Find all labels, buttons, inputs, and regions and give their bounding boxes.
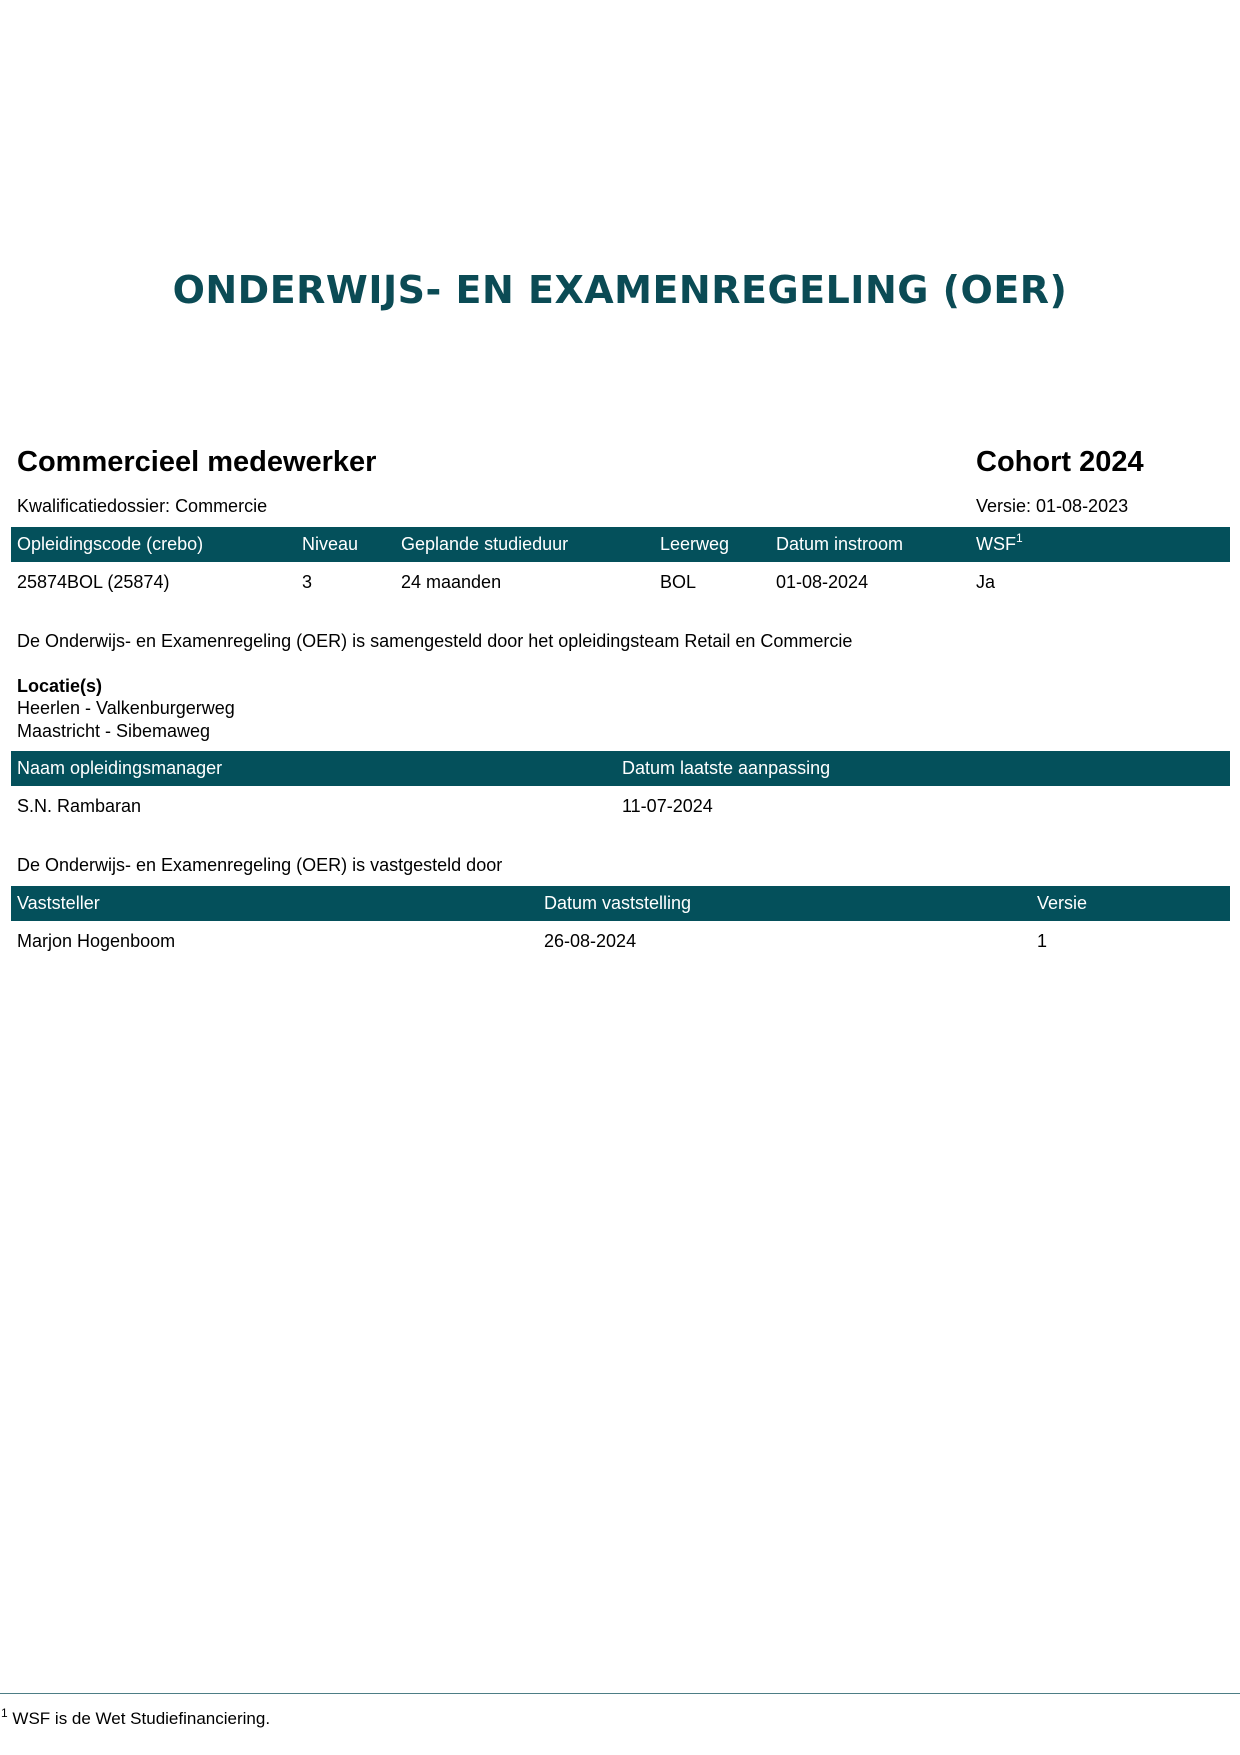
- page-title: ONDERWIJS- EN EXAMENREGELING (OER): [172, 268, 1068, 312]
- location-item: Heerlen - Valkenburgerweg: [17, 698, 235, 718]
- header-studieduur: Geplande studieduur: [401, 534, 569, 554]
- table-row: [11, 565, 1230, 600]
- header-manager: Naam opleidingsmanager: [17, 758, 223, 778]
- footnote-text: WSF is de Wet Studiefinanciering.: [12, 1709, 271, 1728]
- cell-crebo: 25874BOL (25874): [17, 572, 170, 592]
- header-vaststeller: Vaststeller: [17, 893, 100, 913]
- header-leerweg: Leerweg: [660, 534, 730, 554]
- location-item: Maastricht - Sibemaweg: [17, 721, 211, 741]
- cell-versie: 1: [1037, 931, 1048, 951]
- header-crebo: Opleidingscode (crebo): [17, 534, 204, 554]
- header-niveau: Niveau: [302, 534, 359, 554]
- locations-heading: Locatie(s): [17, 676, 103, 696]
- vaststelling-table-header: [11, 886, 1230, 921]
- cell-niveau: 3: [302, 572, 313, 592]
- cell-studieduur: 24 maanden: [401, 572, 502, 592]
- dossier-label: Kwalificatiedossier: Commercie: [17, 496, 268, 516]
- header-versie: Versie: [1037, 893, 1088, 913]
- vastgesteld-text: De Onderwijs- en Examenregeling (OER) is vastgesteld door: [17, 855, 503, 875]
- version-label: Versie: 01-08-2023: [976, 496, 1129, 516]
- header-datum-vaststelling: Datum vaststelling: [544, 893, 692, 913]
- header-wsf: [976, 531, 1023, 555]
- footnote-divider: [0, 1693, 1240, 1694]
- manager-table-header: [11, 751, 1230, 786]
- table-row: [11, 789, 1230, 824]
- team-text: De Onderwijs- en Examenregeling (OER) is samengesteld door het opleidingsteam Retail en Commercie: [17, 631, 853, 651]
- cell-datum-vaststelling: 26-08-2024: [544, 931, 637, 951]
- cell-vaststeller: Marjon Hogenboom: [17, 931, 176, 951]
- header-last-change: Datum laatste aanpassing: [622, 758, 831, 778]
- cell-wsf: Ja: [976, 572, 996, 592]
- program-name: Commercieel medewerker: [17, 446, 377, 478]
- footnote-marker: 1: [1016, 531, 1023, 545]
- footnote-number: 1: [1, 1706, 8, 1720]
- program-table-header: [11, 527, 1230, 562]
- cell-leerweg: BOL: [660, 572, 697, 592]
- table-row: [11, 924, 1230, 959]
- cell-instroom: 01-08-2024: [776, 572, 869, 592]
- header-wsf-label: WSF: [976, 534, 1016, 554]
- cell-last-change: 11-07-2024: [622, 796, 713, 816]
- header-instroom: Datum instroom: [776, 534, 904, 554]
- cell-manager: S.N. Rambaran: [17, 796, 142, 816]
- cohort-label: Cohort 2024: [976, 446, 1144, 478]
- footnote: [1, 1706, 271, 1729]
